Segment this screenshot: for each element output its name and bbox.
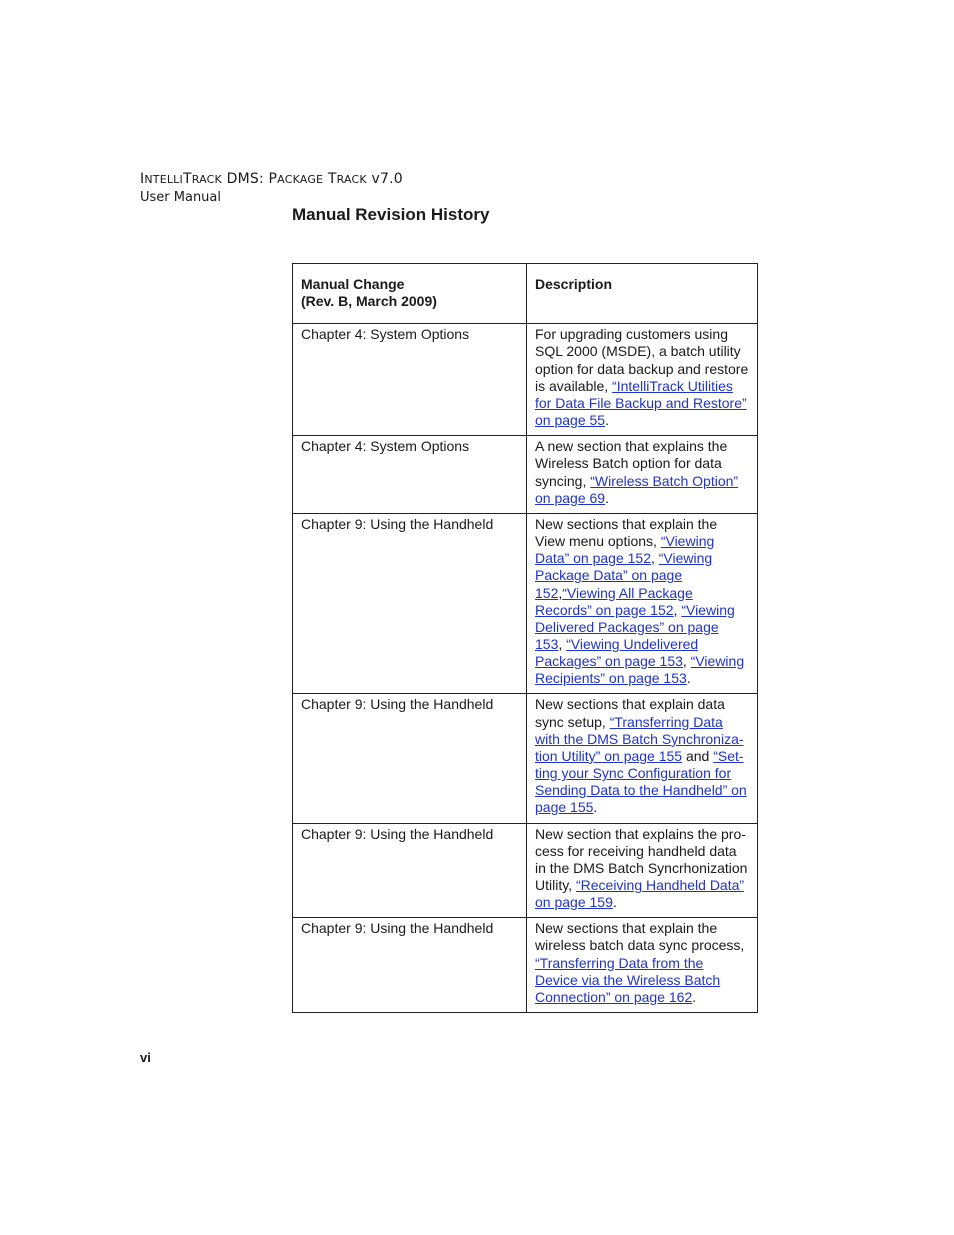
title-part: RACK xyxy=(191,173,222,186)
title-part: T xyxy=(323,171,337,187)
cross-reference-link[interactable]: “Viewing Delivered Packages” on page 153 xyxy=(535,601,735,652)
table-body xyxy=(293,324,758,1013)
cross-reference-link[interactable]: “Viewing Recipients” on page 153 xyxy=(535,653,745,687)
title-part: RACK xyxy=(336,173,367,186)
description-text: . xyxy=(593,799,598,816)
cross-reference-link[interactable]: “Wireless Batch Option” on page 69 xyxy=(535,472,739,506)
title-part: I xyxy=(140,171,145,187)
table-row xyxy=(293,324,758,436)
cross-reference-link[interactable]: “Receiving Handheld Data” on page 159 xyxy=(535,877,745,911)
manual-change-cell: Chapter 9: Using the Handheld xyxy=(293,513,527,694)
column-header-manual-change xyxy=(293,264,527,324)
description-text: A new section that explains the Wireless Batch option for data syncing, xyxy=(535,438,728,489)
manual-change-cell: Chapter 9: Using the Handheld xyxy=(293,694,527,823)
description-text: and xyxy=(682,747,714,764)
table-row xyxy=(293,823,758,918)
description-text: . xyxy=(686,670,691,687)
description-cell xyxy=(527,918,758,1013)
description-text: . xyxy=(605,412,609,429)
description-text: , xyxy=(558,635,567,652)
description-text: , xyxy=(650,550,659,567)
description-text: , xyxy=(673,601,682,618)
manual-change-cell: Chapter 9: Using the Handheld xyxy=(293,823,527,918)
cross-reference-link[interactable]: “Transferring Data with the DMS Batch Synchronization Utility” on page 155 xyxy=(535,713,744,764)
description-cell xyxy=(527,324,758,436)
cross-reference-link[interactable]: “Viewing All Package Records” on page 152 xyxy=(535,584,693,618)
header-line: (Rev. B, March 2009) xyxy=(301,293,437,310)
description-text: New sections that explain the wireless batch data sync process, xyxy=(535,920,745,954)
description-text: New sections that explain the View menu options, xyxy=(535,515,718,550)
manual-change-cell: Chapter 4: System Options xyxy=(293,436,527,514)
description-text: , xyxy=(558,584,563,601)
description-text: . xyxy=(605,489,609,506)
cross-reference-link[interactable]: “Viewing Undelivered Packages” on page 153 xyxy=(535,635,699,670)
cross-reference-link[interactable]: “Setting your Sync Configuration for Sending Data to the Handheld” on page 155 xyxy=(535,747,747,816)
table-row xyxy=(293,694,758,823)
table-header-row xyxy=(293,264,758,324)
description-text: . xyxy=(612,894,617,911)
description-cell xyxy=(527,513,758,694)
description-text: New section that explains the process for receiving handheld data in the DMS Batch Syncrhonization Utility, xyxy=(535,825,748,893)
title-part: DMS: P xyxy=(221,171,278,187)
title-part: ACKAGE xyxy=(277,173,324,186)
running-header xyxy=(140,170,403,206)
cross-reference-link[interactable]: “Viewing Data” on page 152 xyxy=(535,533,715,567)
description-text: , xyxy=(682,653,691,670)
table-row xyxy=(293,918,758,1013)
manual-change-cell: Chapter 4: System Options xyxy=(293,324,527,436)
cross-reference-link[interactable]: “Viewing Package Data” on page 152 xyxy=(535,550,713,601)
title-part: v7.0 xyxy=(366,171,403,187)
title-part: NTELLI xyxy=(144,173,183,186)
document-title xyxy=(140,170,403,189)
page-title: Manual Revision History xyxy=(292,205,490,224)
cross-reference-link[interactable]: “IntelliTrack Utilities for Data File Backup and Restore” on page 55 xyxy=(535,377,747,429)
cross-reference-link[interactable]: “Transferring Data from the Device via the Wireless Batch Connection” on page 162 xyxy=(535,954,721,1005)
title-part: T xyxy=(182,171,192,187)
description-text: . xyxy=(692,988,697,1005)
page-number: vi xyxy=(140,1050,151,1065)
table-row xyxy=(293,513,758,694)
description-cell xyxy=(527,436,758,514)
description-text: New sections that explain data sync setup, xyxy=(535,696,725,730)
description-cell xyxy=(527,823,758,918)
manual-change-cell: Chapter 9: Using the Handheld xyxy=(293,918,527,1013)
document-subtitle: User Manual xyxy=(140,190,222,205)
column-header-description: Description xyxy=(527,264,758,324)
description-text: For upgrading customers using SQL 2000 (MSDE), a batch utility option for data backup and restore is available, xyxy=(535,326,749,394)
description-cell xyxy=(527,694,758,823)
table-row xyxy=(293,436,758,514)
revision-history-table xyxy=(292,263,758,1013)
header-line: Manual Change xyxy=(301,276,405,292)
